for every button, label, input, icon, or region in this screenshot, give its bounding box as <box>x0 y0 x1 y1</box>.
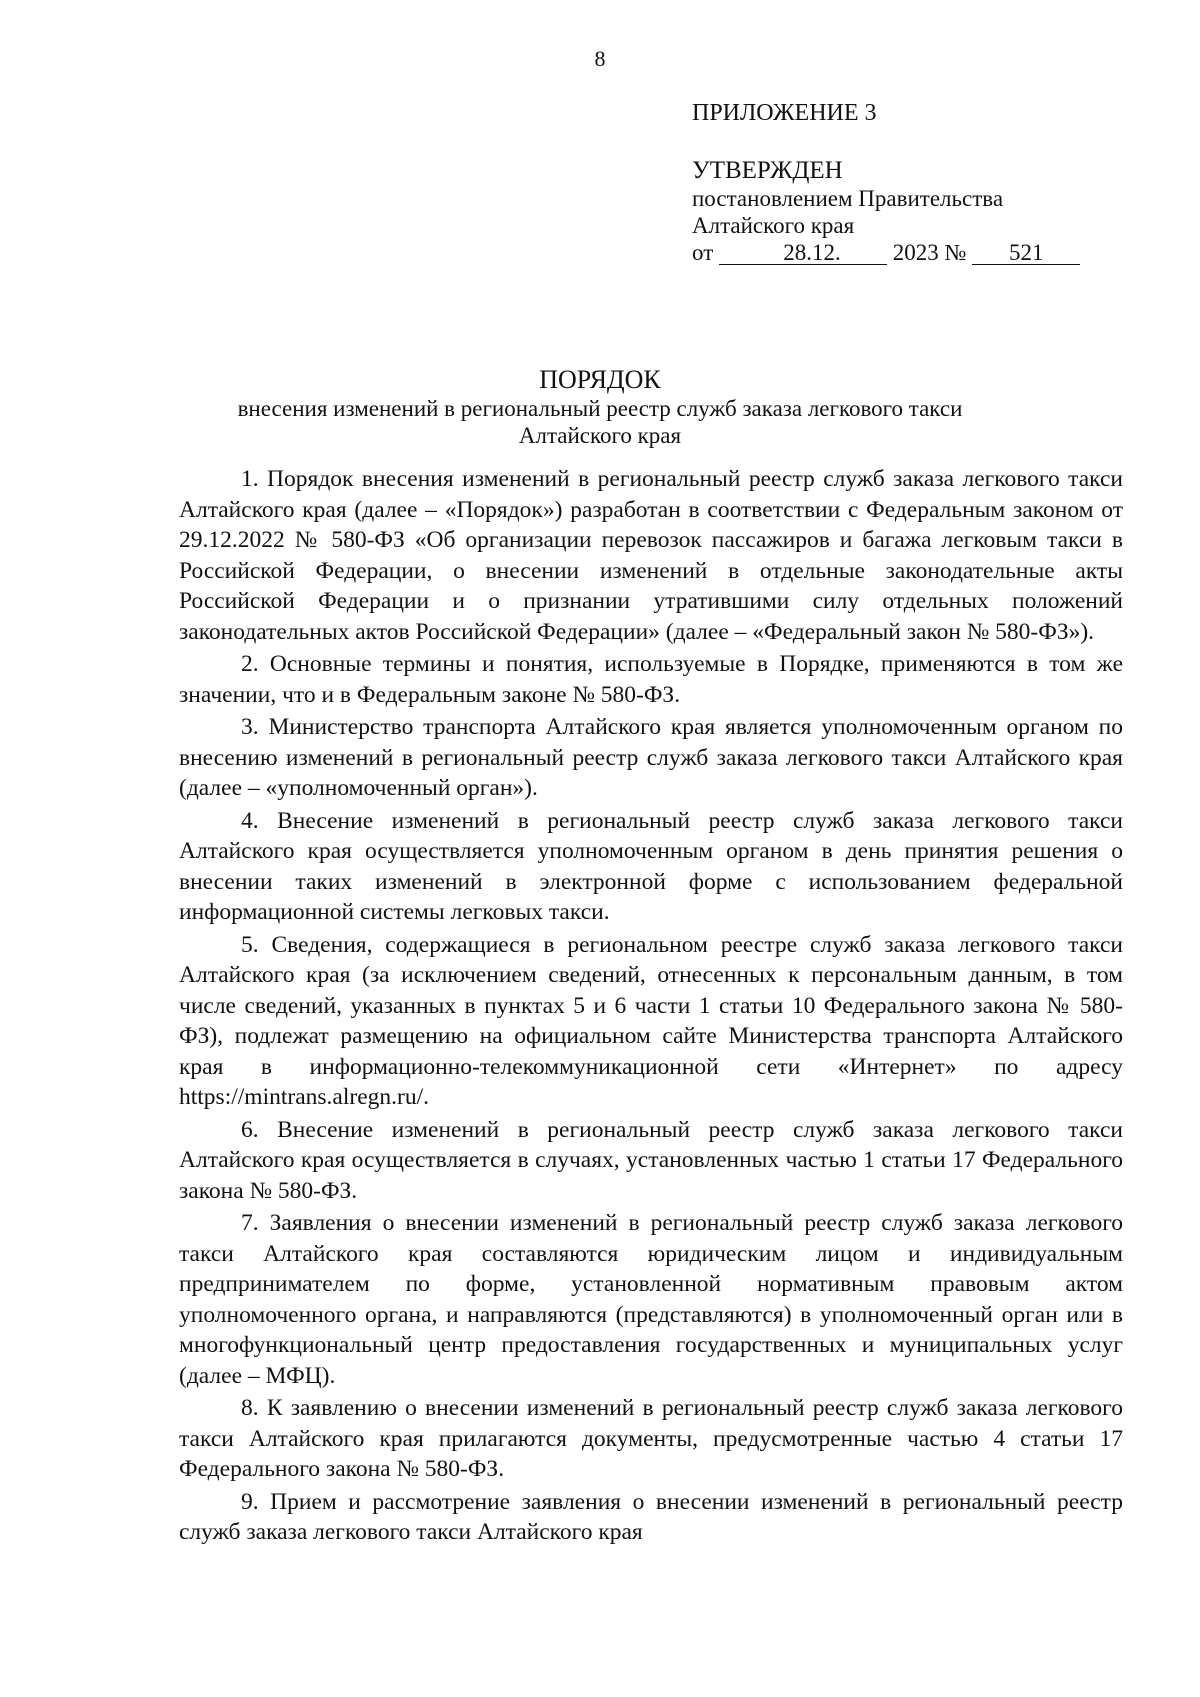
page-number: 8 <box>594 46 606 71</box>
approval-year: 2023 № <box>892 240 967 265</box>
approval-date-line <box>692 239 1080 266</box>
paragraph-4: 4. Внесение изменений в региональный реестр служб заказа легкового такси Алтайского края осуществляется уполномоченным органом в день принятия решения о внесении таких изменений в электронной форме с использованием федеральной информационной системы легковых такси. <box>179 807 1123 925</box>
approval-line-1: постановлением Правительства <box>692 186 1004 211</box>
paragraph-7: 7. Заявления о внесении изменений в региональный реестр служб заказа легкового такси Алтайского края составляются юридическим лицом и индивидуальным предпринимателем по форме, установленной нормативным правовым актом уполномоченного органа, и направляются (представляются) в уполномоченный орган или в многофункциональный центр предоставления государственных и муниципальных услуг (далее – МФЦ). <box>179 1210 1123 1389</box>
approval-block <box>692 100 1080 266</box>
paragraph-1: 1. Порядок внесения изменений в региональный реестр служб заказа легкового такси Алтайского края (далее – «Порядок») разработан в соответствии с Федеральным законом от 29.12.2022 № 580-ФЗ «Об организации перевозок пассажиров и багажа легковым такси в Российской Федерации, о внесении изменений в отдельные законодательные акты Российской Федерации и о признании утратившими силу отдельных положений законодательных актов Российской Федерации» (далее – «Федеральный закон № 580-ФЗ»). <box>179 466 1123 645</box>
appendix-label: ПРИЛОЖЕНИЕ 3 <box>692 100 877 126</box>
paragraph-6: 6. Внесение изменений в региональный реестр служб заказа легкового такси Алтайского края осуществляется в случаях, установленных частью 1 статьи 17 Федерального закона № 580-ФЗ. <box>179 1116 1123 1204</box>
document-title: ПОРЯДОК <box>539 365 661 394</box>
document-body <box>179 464 1123 1550</box>
approved-label: УТВЕРЖДЕН <box>692 157 843 184</box>
paragraph-9: 9. Прием и рассмотрение заявления о внесении изменений в региональный реестр служб заказа легкового такси Алтайского края <box>179 1488 1123 1545</box>
approval-number: 521 <box>972 242 1080 265</box>
document-subtitle-line-2: Алтайского края <box>518 423 682 448</box>
document-heading <box>0 365 1200 449</box>
paragraph-5: 5. Сведения, содержащиеся в региональном реестре служб заказа легкового такси Алтайского края (за исключением сведений, отнесенных к персональным данным, в том числе сведений, указанных в пунктах 5 и 6 части 1 статьи 10 Федерального закона № 580-ФЗ), подлежат размещению на официальном сайте Министерства транспорта Алтайского края в информационно-телекоммуникационной сети «Интернет» по адресу https://mintrans.alregn.ru/. <box>179 931 1123 1110</box>
paragraph-3: 3. Министерство транспорта Алтайского края является уполномоченным органом по внесению изменений в региональный реестр служб заказа легкового такси Алтайского края (далее – «уполномоченный орган»). <box>179 714 1123 801</box>
approval-line-2: Алтайского края <box>692 213 855 238</box>
document-subtitle-line-1: внесения изменений в региональный реестр служб заказа легкового такси <box>237 396 963 421</box>
paragraph-8: 8. К заявлению о внесении изменений в региональный реестр служб заказа легкового такси Алтайского края прилагаются документы, предусмотренные частью 4 статьи 17 Федерального закона № 580-ФЗ. <box>179 1395 1123 1482</box>
approval-date: 28.12. <box>719 242 887 265</box>
paragraph-2: 2. Основные термины и понятия, используемые в Порядке, применяются в том же значении, что и в Федеральным законе № 580-ФЗ. <box>179 651 1123 708</box>
from-prefix: от <box>692 240 714 265</box>
